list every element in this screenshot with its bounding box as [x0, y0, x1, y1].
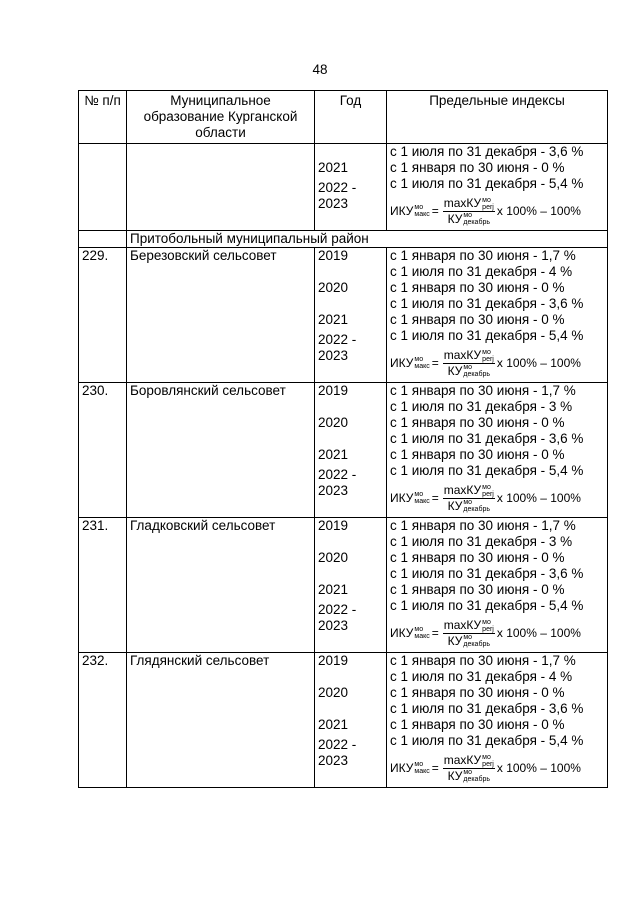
index-line: с 1 июля по 31 декабря - 5,4 %: [390, 733, 584, 748]
formula-sup: мо: [482, 753, 491, 761]
index-line: с 1 января по 30 июня - 0 %: [390, 415, 565, 430]
index-line: с 1 июля по 31 декабря - 4 %: [390, 669, 573, 684]
page-number: 48: [312, 62, 328, 77]
index-line: с 1 июля по 31 декабря - 5,4 %: [390, 176, 584, 191]
formula-tail: х 100% – 100%: [496, 491, 581, 505]
formula-den: КУ: [447, 633, 463, 648]
formula-sub: perj: [482, 760, 494, 768]
formula-num: maxКУ: [443, 617, 482, 632]
row-number: 230.: [79, 383, 127, 518]
formula: [390, 479, 604, 517]
municipality-name: Глядянский сельсовет: [127, 653, 315, 788]
year-label: 2022 - 2023: [318, 467, 357, 498]
index-line: с 1 января по 30 июня - 0 %: [390, 447, 565, 462]
year-label: 2019: [318, 518, 349, 533]
index-line: с 1 июля по 31 декабря - 5,4 %: [390, 328, 584, 343]
formula-sub: макс: [414, 498, 430, 505]
indices-cell: [387, 248, 608, 383]
header-year: Год: [315, 91, 387, 144]
formula-sub: декабрь: [463, 776, 490, 784]
formula-sup: мо: [414, 761, 424, 768]
continuation-row: [79, 144, 608, 231]
year-label: 2020: [318, 685, 349, 700]
table-cell: [79, 144, 127, 231]
formula-sub: макс: [414, 363, 430, 370]
indices-cell: [387, 383, 608, 518]
index-line: с 1 января по 30 июня - 1,7 %: [390, 653, 576, 668]
index-line: с 1 июля по 31 декабря - 3,6 %: [390, 144, 584, 159]
formula-lhs: ИКУ: [390, 626, 414, 640]
formula-lhs: ИКУ: [390, 761, 414, 775]
year-label: 2021: [318, 582, 349, 597]
index-line: с 1 января по 30 июня - 0 %: [390, 160, 565, 175]
formula-eq: =: [431, 356, 439, 370]
formula-sup: мо: [414, 356, 424, 363]
year-cell: [315, 518, 387, 653]
year-cell: [315, 383, 387, 518]
municipality-name: Боровлянский сельсовет: [127, 383, 315, 518]
index-line: с 1 июля по 31 декабря - 3,6 %: [390, 296, 584, 311]
indices-cell: [387, 144, 608, 231]
formula-sup: мо: [414, 491, 424, 498]
table-row: [79, 383, 608, 518]
index-line: с 1 июля по 31 декабря - 5,4 %: [390, 598, 584, 613]
year-label: 2019: [318, 653, 349, 668]
year-label: 2019: [318, 383, 349, 398]
header-indices: Предельные индексы: [387, 91, 608, 144]
index-line: с 1 января по 30 июня - 0 %: [390, 717, 565, 732]
index-line: с 1 января по 30 июня - 0 %: [390, 582, 565, 597]
year-label: 2020: [318, 550, 349, 565]
formula-den: КУ: [447, 498, 463, 513]
header-num: № п/п: [79, 91, 127, 144]
row-number: 229.: [79, 248, 127, 383]
formula-sub: декабрь: [463, 506, 490, 514]
formula-num: maxКУ: [443, 347, 482, 362]
index-line: с 1 июля по 31 декабря - 3,6 %: [390, 566, 584, 581]
formula-tail: х 100% – 100%: [496, 626, 581, 640]
year-label: 2020: [318, 280, 349, 295]
year-label: 2021: [318, 447, 349, 462]
year-cell: [315, 653, 387, 788]
year-cell: [315, 144, 387, 231]
formula-sup: мо: [463, 769, 473, 777]
row-number: 231.: [79, 518, 127, 653]
formula: [390, 614, 604, 652]
year-label: 2020: [318, 415, 349, 430]
formula-lhs: ИКУ: [390, 356, 414, 370]
year-label: 2022 - 2023: [318, 180, 357, 211]
formula-sub: макс: [414, 768, 430, 775]
index-line: с 1 января по 30 июня - 0 %: [390, 550, 565, 565]
formula-sub: perj: [482, 490, 494, 498]
formula-eq: =: [431, 491, 439, 505]
table-row: [79, 518, 608, 653]
index-line: с 1 июля по 31 декабря - 3 %: [390, 534, 573, 549]
formula-den: КУ: [447, 363, 463, 378]
formula-sup: мо: [463, 212, 473, 220]
formula-sub: perj: [482, 355, 494, 363]
formula-sup: мо: [482, 348, 491, 356]
index-line: с 1 июля по 31 декабря - 4 %: [390, 264, 573, 279]
formula-sup: мо: [463, 364, 473, 372]
index-line: с 1 июля по 31 декабря - 5,4 %: [390, 463, 584, 478]
indices-cell: [387, 518, 608, 653]
formula-sup: мо: [482, 483, 491, 491]
formula-eq: =: [431, 204, 439, 218]
year-label: 2019: [318, 248, 349, 263]
formula-sub: perj: [482, 203, 494, 211]
index-line: с 1 июля по 31 декабря - 3,6 %: [390, 701, 584, 716]
index-line: с 1 января по 30 июня - 1,7 %: [390, 248, 576, 263]
year-label: 2021: [318, 160, 349, 175]
table-cell: [127, 144, 315, 231]
formula-sub: декабрь: [463, 371, 490, 379]
table-cell: [79, 231, 127, 248]
formula-lhs: ИКУ: [390, 204, 414, 218]
formula-sub: декабрь: [463, 219, 490, 227]
formula-sup: мо: [482, 196, 491, 204]
year-label: 2021: [318, 312, 349, 327]
index-line: с 1 января по 30 июня - 0 %: [390, 685, 565, 700]
formula-den: КУ: [447, 768, 463, 783]
table-header-row: [79, 91, 608, 144]
district-row: [79, 231, 608, 248]
formula-sup: мо: [463, 499, 473, 507]
formula-sup: мо: [463, 634, 473, 642]
index-line: с 1 июля по 31 декабря - 3,6 %: [390, 431, 584, 446]
formula-sup: мо: [414, 204, 424, 211]
index-line: с 1 июля по 31 декабря - 3 %: [390, 399, 573, 414]
formula-tail: х 100% – 100%: [496, 356, 581, 370]
index-line: с 1 января по 30 июня - 1,7 %: [390, 518, 576, 533]
formula-num: maxКУ: [443, 752, 482, 767]
row-number: 232.: [79, 653, 127, 788]
year-label: 2021: [318, 717, 349, 732]
header-municipality: Муниципальное образование Курганской области: [127, 91, 315, 144]
formula: [390, 749, 604, 787]
municipality-name: Гладковский сельсовет: [127, 518, 315, 653]
formula-sub: perj: [482, 625, 494, 633]
indices-cell: [387, 653, 608, 788]
index-line: с 1 января по 30 июня - 0 %: [390, 312, 565, 327]
indices-table: [78, 90, 608, 788]
year-label: 2022 - 2023: [318, 737, 357, 768]
formula-num: maxКУ: [443, 195, 482, 210]
table-row: [79, 248, 608, 383]
year-label: 2022 - 2023: [318, 332, 357, 363]
formula-sup: мо: [414, 626, 424, 633]
index-line: с 1 января по 30 июня - 0 %: [390, 280, 565, 295]
formula-sub: макс: [414, 633, 430, 640]
formula-eq: =: [431, 761, 439, 775]
formula-sub: макс: [414, 211, 430, 218]
index-line: с 1 января по 30 июня - 1,7 %: [390, 383, 576, 398]
formula-tail: х 100% – 100%: [496, 204, 581, 218]
year-cell: [315, 248, 387, 383]
formula-sup: мо: [482, 618, 491, 626]
formula-eq: =: [431, 626, 439, 640]
formula-tail: х 100% – 100%: [496, 761, 581, 775]
formula-sub: декабрь: [463, 641, 490, 649]
formula: [390, 344, 604, 382]
year-label: 2022 - 2023: [318, 602, 357, 633]
formula-den: КУ: [447, 211, 463, 226]
formula-lhs: ИКУ: [390, 491, 414, 505]
district-name: Притобольный муниципальный район: [127, 231, 608, 248]
municipality-name: Березовский сельсовет: [127, 248, 315, 383]
formula-num: maxКУ: [443, 482, 482, 497]
table-row: [79, 653, 608, 788]
formula: [390, 192, 604, 230]
